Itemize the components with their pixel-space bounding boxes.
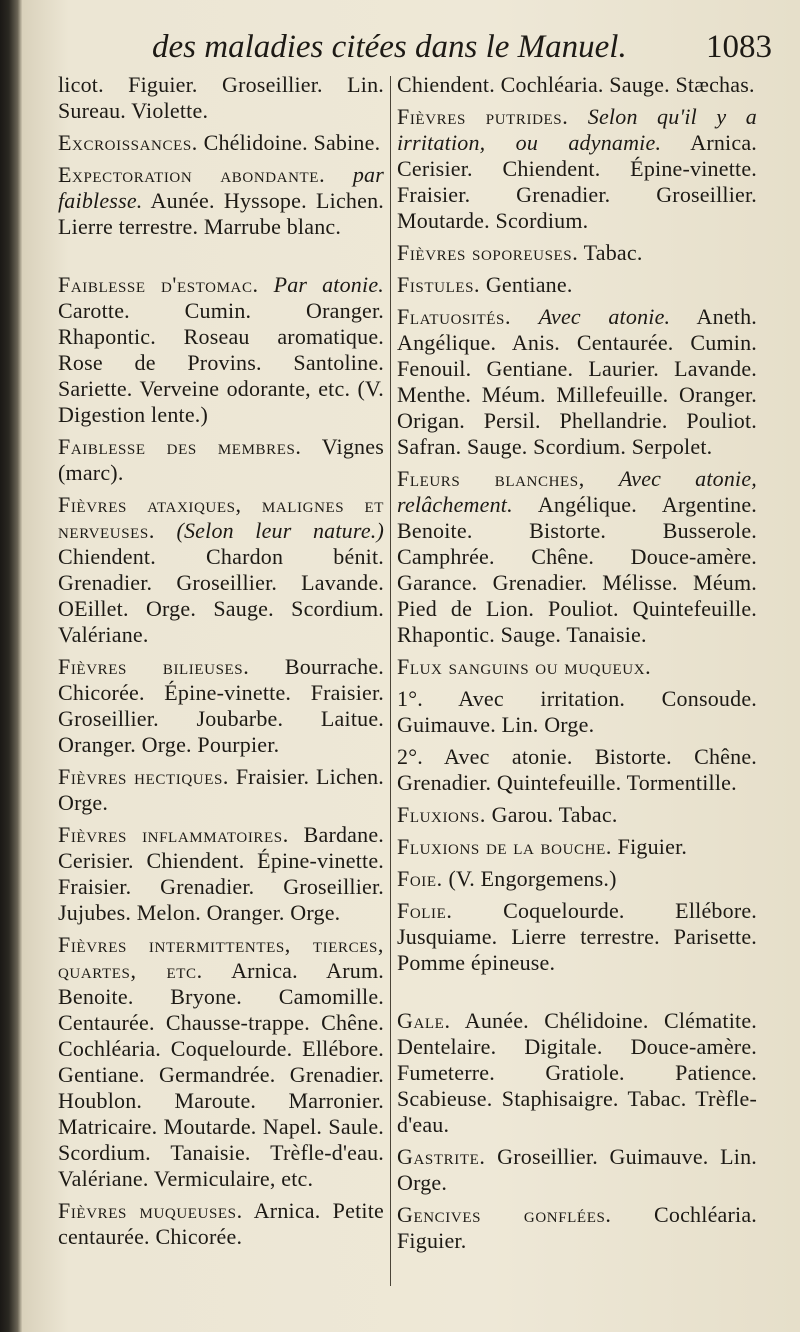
entry-plants: Aunée. Hyssope. Lichen. Lierre terrestre. Marrube blanc. [58, 188, 384, 239]
entry-heading: Fleurs blanches, [397, 466, 585, 491]
entry-plants: Arnica. Petite centaurée. Chicorée. [58, 1198, 384, 1249]
entry-heading: Fièvres bilieuses. [58, 654, 250, 679]
index-entry [397, 1008, 757, 1138]
entry-plants: Chiendent. Chardon bénit. Grenadier. Groseillier. Lavande. OEillet. Orge. Sauge. Scordium. Valériane. [58, 544, 384, 647]
entry-plants: Bardane. Cerisier. Chiendent. Épine-vinette. Fraisier. Grenadier. Groseillier. Jujubes. Melon. Oranger. Orge. [58, 822, 385, 925]
entry-heading: Fluxions de la bouche. [397, 834, 612, 859]
entry-heading: Fièvres muqueuses. [58, 1198, 243, 1223]
entry-heading: Fièvres inflammatoires. [58, 822, 289, 847]
running-header [132, 22, 772, 72]
entry-heading: Fièvres ataxiques, malignes et nerveuses. [58, 492, 384, 543]
entry-plants: Aunée. Chélidoine. Clématite. Dentelaire. Digitale. Douce-amère. Fumeterre. Gratiole. Patience. Scabieuse. Staphisaigre. Tabac. Trèfle-d'eau. [397, 1008, 757, 1137]
entry-plants: Cochléaria. Figuier. [397, 1202, 757, 1253]
entry-heading: Flux sanguins ou muqueux. [397, 654, 652, 679]
index-entry [58, 162, 384, 240]
index-entry [58, 434, 384, 486]
entry-plants: Aneth. Angélique. Anis. Centaurée. Cumin. Fenouil. Gentiane. Laurier. Lavande. Menthe. Méum. Millefeuille. Oranger. Origan. Persil. Phellandrie. Pouliot. Safran. Sauge. Scordium. Serpolet. [397, 304, 757, 459]
running-title: des maladies citées dans le Manuel. [152, 29, 627, 65]
entry-qualifier: Avec atonie. [538, 304, 671, 329]
index-entry [58, 822, 384, 926]
index-entry [397, 272, 757, 298]
entry-heading: Faiblesse d'estomac. [58, 272, 259, 297]
index-entry [397, 466, 757, 648]
entry-heading: Fistules. [397, 272, 481, 297]
entry-qualifier: Avec atonie, relâchement. [397, 466, 758, 517]
entry-plants: Figuier. [617, 834, 688, 859]
index-entry [397, 744, 757, 796]
entry-plants: 2°. Avec atonie. Bistorte. Chêne. Grenadier. Quintefeuille. Tormentille. [397, 744, 757, 795]
index-entry [58, 1198, 384, 1250]
index-entry [397, 304, 757, 460]
entry-qualifier: Par atonie. [273, 272, 384, 297]
entry-plants: Bourrache. Chicorée. Épine-vinette. Fraisier. Groseillier. Joubarbe. Laitue. Oranger. Orge. Pourpier. [58, 654, 384, 757]
entry-heading: Expectoration abondante. [58, 162, 326, 187]
index-entry [397, 686, 757, 738]
index-entry [397, 240, 757, 266]
entry-heading: Fièvres putrides. [397, 104, 569, 129]
entry-heading: Foie. [397, 866, 443, 891]
index-entry [397, 1202, 757, 1254]
entry-plants: Tabac. [583, 240, 643, 265]
entry-plants: Angélique. Argentine. Benoite. Bistorte. Busserole. Camphrée. Chêne. Douce-amère. Garance. Grenadier. Mélisse. Méum. Pied de Lion. Pouliot. Quintefeuille. Rhapontic. Sauge. Tanaisie. [397, 492, 757, 647]
column-divider [390, 76, 391, 1286]
index-entry [58, 272, 384, 428]
entry-heading: Fièvres intermittentes, tierces, quartes, etc. [58, 932, 384, 983]
index-entry [58, 130, 384, 156]
index-entry [397, 654, 757, 680]
entry-plants: (V. Engorgemens.) [448, 866, 617, 891]
entry-plants: 1°. Avec irritation. Consoude. Guimauve. Lin. Orge. [397, 686, 757, 737]
index-entry [397, 834, 757, 860]
entry-qualifier: par faiblesse. [58, 162, 385, 213]
entry-heading: Gencives gonflées. [397, 1202, 612, 1227]
index-entry [397, 898, 757, 976]
entry-plants: Carotte. Cumin. Oranger. Rhapontic. Roseau aromatique. Rose de Provins. Santoline. Sariette. Verveine odorante, etc. (V. Digestion lente.) [58, 298, 384, 427]
index-entry [58, 932, 384, 1192]
index-entry [397, 866, 757, 892]
index-entry [397, 104, 757, 234]
index-entry [58, 764, 384, 816]
entry-heading: Fièvres soporeuses. [397, 240, 579, 265]
entry-heading: Excroissances. [58, 130, 198, 155]
entry-plants: Groseillier. Guimauve. Lin. Orge. [397, 1144, 758, 1195]
entry-plants: Arnica. Cerisier. Chiendent. Épine-vinette. Fraisier. Grenadier. Groseillier. Moutarde. Scordium. [397, 130, 757, 233]
entry-plants: Garou. Tabac. [491, 802, 618, 827]
entry-qualifier: (Selon leur nature.) [176, 518, 385, 543]
entry-plants: Fraisier. Lichen. Orge. [58, 764, 384, 815]
entry-plants: Chiendent. Cochléaria. Sauge. Stæchas. [397, 72, 755, 97]
entry-plants: Gentiane. [485, 272, 573, 297]
book-binding-edge [0, 0, 22, 1332]
entry-qualifier: Selon qu'il y a irritation, ou adynamie. [397, 104, 757, 155]
entry-plants: Arnica. Arum. Benoite. Bryone. Camomille. Centaurée. Chausse-trappe. Chêne. Cochléaria. Coquelourde. Ellébore. Gentiane. Germandrée. Grenadier. Houblon. Maroute. Marronier. Matricaire. Moutarde. Napel. Saule. Scordium. Tanaisie. Trèfle-d'eau. Valériane. Vermiculaire, etc. [58, 958, 384, 1191]
page-number: 1083 [706, 29, 772, 65]
entry-heading: Fluxions. [397, 802, 486, 827]
index-entry [58, 72, 384, 124]
right-column [397, 72, 757, 1260]
entry-plants: licot. Figuier. Groseillier. Lin. Sureau. Violette. [58, 72, 384, 123]
entry-plants: Chélidoine. Sabine. [203, 130, 381, 155]
entry-plants: Coquelourde. Ellébore. Jusquiame. Lierre terrestre. Parisette. Pomme épineuse. [397, 898, 758, 975]
entry-plants: Vignes (marc). [58, 434, 384, 485]
entry-heading: Folie. [397, 898, 453, 923]
index-entry [58, 492, 384, 648]
entry-heading: Gale. [397, 1008, 451, 1033]
index-entry [397, 802, 757, 828]
entry-heading: Faiblesse des membres. [58, 434, 302, 459]
entry-heading: Flatuosités. [397, 304, 512, 329]
entry-heading: Fièvres hectiques. [58, 764, 230, 789]
left-column [58, 72, 384, 1256]
index-entry [58, 654, 384, 758]
index-entry [397, 1144, 757, 1196]
index-entry [397, 72, 757, 98]
entry-heading: Gastrite. [397, 1144, 486, 1169]
